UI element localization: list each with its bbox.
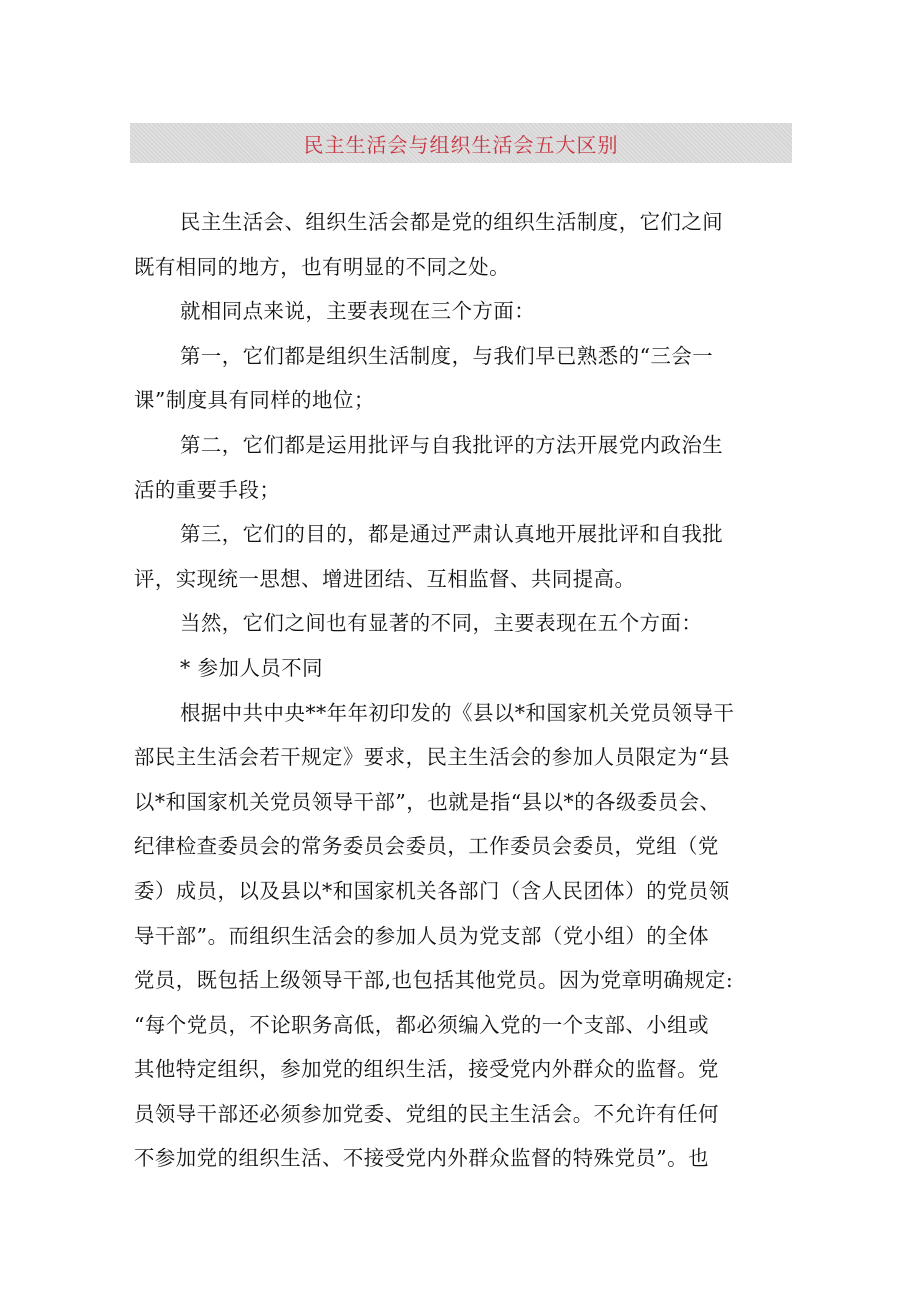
paragraph-line: 以*和国家机关党员领导干部”，也就是指“县以*的各级委员会、	[134, 789, 721, 814]
section-heading: * 参加人员不同	[180, 655, 324, 680]
paragraph-line: 纪律检查委员会的常务委员会委员，工作委员会委员，党组（党	[134, 834, 719, 859]
paragraph-line: 第三，它们的目的，都是通过严肃认真地开展批评和自我批	[180, 522, 724, 547]
paragraph-line: “每个党员，不论职务高低，都必须编入党的一个支部、小组或	[134, 1012, 709, 1037]
paragraph-line: 评，实现统一思想、增进团结、互相监督、共同提高。	[134, 566, 636, 591]
paragraph-line: 委）成员，以及县以*和国家机关各部门（含人民团体）的党员领	[134, 878, 730, 903]
paragraph-line: 就相同点来说，主要表现在三个方面：	[180, 299, 536, 324]
paragraph-line: 课”制度具有同样的地位；	[134, 388, 375, 413]
paragraph-line: 党员，既包括上级领导干部,也包括其他党员。因为党章明确规定:	[134, 968, 734, 993]
paragraph-line: 员领导干部还必须参加党委、党组的民主生活会。不允许有任何	[134, 1101, 719, 1126]
paragraph-line: 部民主生活会若干规定》要求，民主生活会的参加人员限定为“县	[134, 745, 730, 770]
paragraph-line: 民主生活会、组织生活会都是党的组织生活制度，它们之间	[180, 210, 724, 234]
document-title: 民主生活会与组织生活会五大区别	[303, 132, 619, 157]
document-body	[134, 200, 794, 1181]
paragraph-line: 其他特定组织，参加党的组织生活，接受党内外群众的监督。党	[134, 1057, 719, 1082]
paragraph-line: 既有相同的地方，也有明显的不同之处。	[134, 254, 511, 279]
paragraph-line: 当然，它们之间也有显著的不同，主要表现在五个方面：	[180, 611, 703, 636]
paragraph-line: 导干部”。而组织生活会的参加人员为党支部（党小组）的全体	[134, 923, 709, 948]
paragraph-line: 不参加党的组织生活、不接受党内外群众监督的特殊党员”。也	[134, 1146, 709, 1171]
paragraph-line: 第一，它们都是组织生活制度，与我们早已熟悉的“三会一	[180, 343, 714, 368]
title-banner	[130, 123, 792, 163]
paragraph-line: 第二，它们都是运用批评与自我批评的方法开展党内政治生	[180, 432, 724, 457]
paragraph-line: 根据中共中央**年年初印发的《县以*和国家机关党员领导干	[180, 700, 735, 725]
paragraph-line: 活的重要手段；	[134, 477, 281, 502]
